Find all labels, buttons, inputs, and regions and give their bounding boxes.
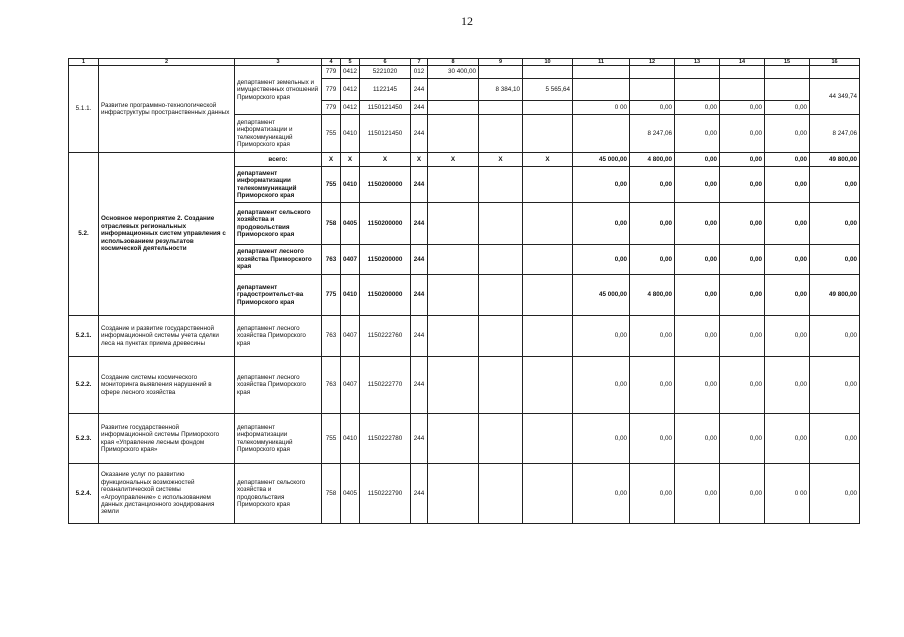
amount-cell: 8 384,10 (479, 79, 523, 101)
amount-cell (523, 275, 573, 316)
column-header: 12 (630, 59, 675, 66)
code-cell: 244 (411, 79, 428, 101)
department: департамент лесного хозяйства Приморского края (235, 245, 322, 275)
amount-cell (675, 79, 720, 101)
code-cell: 755 (322, 167, 341, 203)
amount-cell: 0,00 (675, 464, 720, 524)
code-cell: 1150121450 (360, 101, 411, 115)
code-cell: 1150222790 (360, 464, 411, 524)
amount-cell (630, 66, 675, 79)
amount-cell (765, 79, 810, 101)
x-mark: X (411, 153, 428, 167)
code-cell: 755 (322, 115, 341, 153)
amount-cell: 0,00 (765, 245, 810, 275)
code-cell: 0412 (341, 101, 360, 115)
code-cell: 5221020 (360, 66, 411, 79)
amount-cell: 0,00 (675, 357, 720, 414)
amount-cell (428, 316, 479, 357)
amount-cell: 0,00 (720, 414, 765, 464)
code-cell: 012 (411, 66, 428, 79)
amount-cell: 0,00 (765, 275, 810, 316)
column-header: 10 (523, 59, 573, 66)
amount-cell: 0,00 (810, 464, 860, 524)
amount-cell: 0,00 (765, 101, 810, 115)
amount-cell: 0,00 (630, 357, 675, 414)
department: департамент земельных и имущественных отношений Приморского края (235, 66, 322, 115)
column-header: 4 (322, 59, 341, 66)
x-mark: X (360, 153, 411, 167)
amount-cell: 45 000,00 (573, 275, 630, 316)
amount-cell: 0,00 (675, 275, 720, 316)
code-cell: 758 (322, 464, 341, 524)
amount-cell (479, 203, 523, 245)
column-header: 7 (411, 59, 428, 66)
amount-cell: 0,00 (573, 245, 630, 275)
amount-cell: 0,00 (573, 464, 630, 524)
table-row (69, 66, 860, 79)
amount-cell (479, 316, 523, 357)
amount-cell: 0,00 (810, 316, 860, 357)
amount-cell (523, 66, 573, 79)
department: департамент информатизации и телекоммуникаций Приморского края (235, 115, 322, 153)
amount-cell: 0,00 (720, 316, 765, 357)
amount-cell: 0,00 (720, 245, 765, 275)
amount-cell: 0,00 (720, 357, 765, 414)
budget-table (68, 58, 860, 524)
amount-cell (428, 167, 479, 203)
x-mark: X (322, 153, 341, 167)
activity-name: Развитие программно-технологической инфраструктуры пространственных данных (99, 66, 235, 153)
amount-cell: 8 247,06 (810, 115, 860, 153)
code-cell: 244 (411, 316, 428, 357)
code-cell: 758 (322, 203, 341, 245)
amount-cell: 0,00 (720, 153, 765, 167)
amount-cell (479, 245, 523, 275)
amount-cell (573, 79, 630, 101)
amount-cell (630, 79, 675, 101)
amount-cell: 0,00 (573, 316, 630, 357)
amount-cell: 0,00 (720, 203, 765, 245)
column-header: 11 (573, 59, 630, 66)
amount-cell (573, 66, 630, 79)
code-cell: 244 (411, 357, 428, 414)
row-number: 5.2.1. (69, 316, 99, 357)
column-header: 14 (720, 59, 765, 66)
table-row (69, 153, 860, 167)
amount-cell: 0,00 (675, 245, 720, 275)
amount-cell (428, 275, 479, 316)
code-cell: 1150200000 (360, 203, 411, 245)
amount-cell (428, 115, 479, 153)
row-number: 5.1.1. (69, 66, 99, 153)
code-cell: 0410 (341, 167, 360, 203)
department: департамент градостроительст-ва Приморского края (235, 275, 322, 316)
code-cell: 1150200000 (360, 167, 411, 203)
amount-cell (765, 66, 810, 79)
amount-cell (428, 203, 479, 245)
amount-cell (523, 316, 573, 357)
code-cell: 244 (411, 203, 428, 245)
x-mark: X (428, 153, 479, 167)
amount-cell: 0,00 (675, 153, 720, 167)
activity-name: Развитие государственной информационной системы Приморского края «Управление лесным фондом Приморского края» (99, 414, 235, 464)
code-cell: 0407 (341, 316, 360, 357)
amount-cell (523, 414, 573, 464)
department: департамент лесного хозяйства Приморского края (235, 357, 322, 414)
amount-cell (428, 245, 479, 275)
table-row (69, 316, 860, 357)
amount-cell: 0,00 (765, 414, 810, 464)
column-header: 6 (360, 59, 411, 66)
amount-cell: 0,00 (630, 167, 675, 203)
row-number: 5.2.4. (69, 464, 99, 524)
amount-cell: 0,00 (675, 414, 720, 464)
code-cell: 0410 (341, 275, 360, 316)
column-header: 15 (765, 59, 810, 66)
code-cell: 244 (411, 414, 428, 464)
page-number: 12 (461, 14, 473, 28)
code-cell: 0412 (341, 79, 360, 101)
amount-cell: 0,00 (810, 357, 860, 414)
amount-cell: 0 00 (573, 101, 630, 115)
column-header: 16 (810, 59, 860, 66)
amount-cell: 0,00 (573, 357, 630, 414)
code-cell: 763 (322, 357, 341, 414)
code-cell: 779 (322, 66, 341, 79)
amount-cell: 0,00 (675, 167, 720, 203)
code-cell: 0410 (341, 115, 360, 153)
amount-cell: 0,00 (765, 357, 810, 414)
amount-cell: 0,00 (765, 203, 810, 245)
amount-cell: 0,00 (765, 167, 810, 203)
code-cell: 244 (411, 115, 428, 153)
amount-cell: 0,00 (720, 167, 765, 203)
code-cell: 755 (322, 414, 341, 464)
amount-cell: 0,00 (630, 203, 675, 245)
code-cell: 244 (411, 245, 428, 275)
amount-cell: 0,00 (810, 203, 860, 245)
code-cell: 0412 (341, 66, 360, 79)
row-number: 5.2.3. (69, 414, 99, 464)
column-header: 13 (675, 59, 720, 66)
amount-cell: 0,00 (630, 464, 675, 524)
code-cell: 1150222760 (360, 316, 411, 357)
table-row (69, 414, 860, 464)
code-cell: 1150200000 (360, 275, 411, 316)
department: департамент сельского хозяйства и продовольствия Приморского края (235, 464, 322, 524)
code-cell: 244 (411, 275, 428, 316)
amount-cell: 4 800,00 (630, 153, 675, 167)
amount-cell (675, 66, 720, 79)
amount-cell (479, 167, 523, 203)
amount-cell: 0,00 (573, 167, 630, 203)
table-row (69, 464, 860, 524)
amount-cell (523, 101, 573, 115)
activity-name: Создание системы космического мониторинга выявления нарушений в сфере лесного хозяйства (99, 357, 235, 414)
amount-cell (810, 66, 860, 79)
code-cell: 763 (322, 245, 341, 275)
table-row (69, 59, 860, 66)
amount-cell (479, 101, 523, 115)
amount-cell: 49 800,00 (810, 275, 860, 316)
amount-cell (428, 357, 479, 414)
amount-cell (720, 79, 765, 101)
amount-cell: 0,00 (720, 101, 765, 115)
code-cell: 1150200000 (360, 245, 411, 275)
amount-cell: 0,00 (765, 316, 810, 357)
table-row (69, 357, 860, 414)
code-cell: 1150222770 (360, 357, 411, 414)
amount-cell: 0,00 (630, 414, 675, 464)
amount-cell: 0 00 (765, 464, 810, 524)
column-header: 9 (479, 59, 523, 66)
amount-cell: 44 349,74 (810, 79, 860, 115)
code-cell: 1150121450 (360, 115, 411, 153)
amount-cell (523, 245, 573, 275)
amount-cell: 0,00 (720, 275, 765, 316)
column-header: 5 (341, 59, 360, 66)
code-cell: 0407 (341, 357, 360, 414)
amount-cell: 0,00 (765, 153, 810, 167)
amount-cell (479, 464, 523, 524)
x-mark: X (479, 153, 523, 167)
column-header: 1 (69, 59, 99, 66)
amount-cell: 0,00 (675, 316, 720, 357)
code-cell: 763 (322, 316, 341, 357)
amount-cell (573, 115, 630, 153)
amount-cell: 0,00 (810, 245, 860, 275)
amount-cell: 0,00 (720, 115, 765, 153)
amount-cell: 0,00 (630, 316, 675, 357)
amount-cell (523, 115, 573, 153)
amount-cell (428, 414, 479, 464)
column-header: 3 (235, 59, 322, 66)
amount-cell: 0,00 (630, 101, 675, 115)
department: департамент информатизации телекоммуникаций Приморского края (235, 167, 322, 203)
code-cell: 1150222780 (360, 414, 411, 464)
row-number: 5.2. (69, 153, 99, 316)
column-header: 2 (99, 59, 235, 66)
code-cell: 1122145 (360, 79, 411, 101)
amount-cell (523, 357, 573, 414)
code-cell: 0405 (341, 464, 360, 524)
amount-cell: 0,00 (573, 203, 630, 245)
department: департамент информатизации телекоммуникаций Приморского края (235, 414, 322, 464)
code-cell: 779 (322, 101, 341, 115)
code-cell: 0405 (341, 203, 360, 245)
amount-cell: 4 800,00 (630, 275, 675, 316)
amount-cell (428, 464, 479, 524)
amount-cell: 0,00 (675, 115, 720, 153)
amount-cell: 49 800,00 (810, 153, 860, 167)
code-cell: 244 (411, 464, 428, 524)
row-number: 5.2.2. (69, 357, 99, 414)
amount-cell (523, 203, 573, 245)
department: департамент сельского хозяйства и продовольствия Приморского края (235, 203, 322, 245)
code-cell: 779 (322, 79, 341, 101)
amount-cell (720, 66, 765, 79)
amount-cell: 0,00 (810, 414, 860, 464)
amount-cell: 0,00 (765, 115, 810, 153)
total-label: всего: (235, 153, 322, 167)
amount-cell (479, 115, 523, 153)
x-mark: X (341, 153, 360, 167)
amount-cell: 0,00 (573, 414, 630, 464)
activity-name: Оказание услуг по развитию функциональных возможностей геоаналитической системы «Агроуправление» с использованием данных дистанционного зондирования земли (99, 464, 235, 524)
amount-cell: 5 565,64 (523, 79, 573, 101)
activity-name: Основное мероприятие 2. Создание отраслевых региональных информационных систем управления с использованием результатов космической деятельности (99, 153, 235, 316)
amount-cell: 8 247,06 (630, 115, 675, 153)
activity-name: Создание и развитие государственной информационной системы учета сделки леса на пунктах приема древесины (99, 316, 235, 357)
code-cell: 244 (411, 101, 428, 115)
amount-cell (428, 101, 479, 115)
code-cell: 0410 (341, 414, 360, 464)
amount-cell (523, 167, 573, 203)
amount-cell (479, 357, 523, 414)
code-cell: 244 (411, 167, 428, 203)
amount-cell (523, 464, 573, 524)
code-cell: 0407 (341, 245, 360, 275)
amount-cell (428, 79, 479, 101)
amount-cell: 0,00 (675, 203, 720, 245)
x-mark: X (523, 153, 573, 167)
amount-cell: 0,00 (675, 101, 720, 115)
amount-cell: 0,00 (720, 464, 765, 524)
amount-cell (479, 66, 523, 79)
amount-cell: 0,00 (810, 167, 860, 203)
amount-cell: 30 400,00 (428, 66, 479, 79)
column-header: 8 (428, 59, 479, 66)
amount-cell: 0,00 (630, 245, 675, 275)
amount-cell (479, 275, 523, 316)
amount-cell: 45 000,00 (573, 153, 630, 167)
amount-cell (479, 414, 523, 464)
department: департамент лесного хозяйства Приморского края (235, 316, 322, 357)
code-cell: 775 (322, 275, 341, 316)
